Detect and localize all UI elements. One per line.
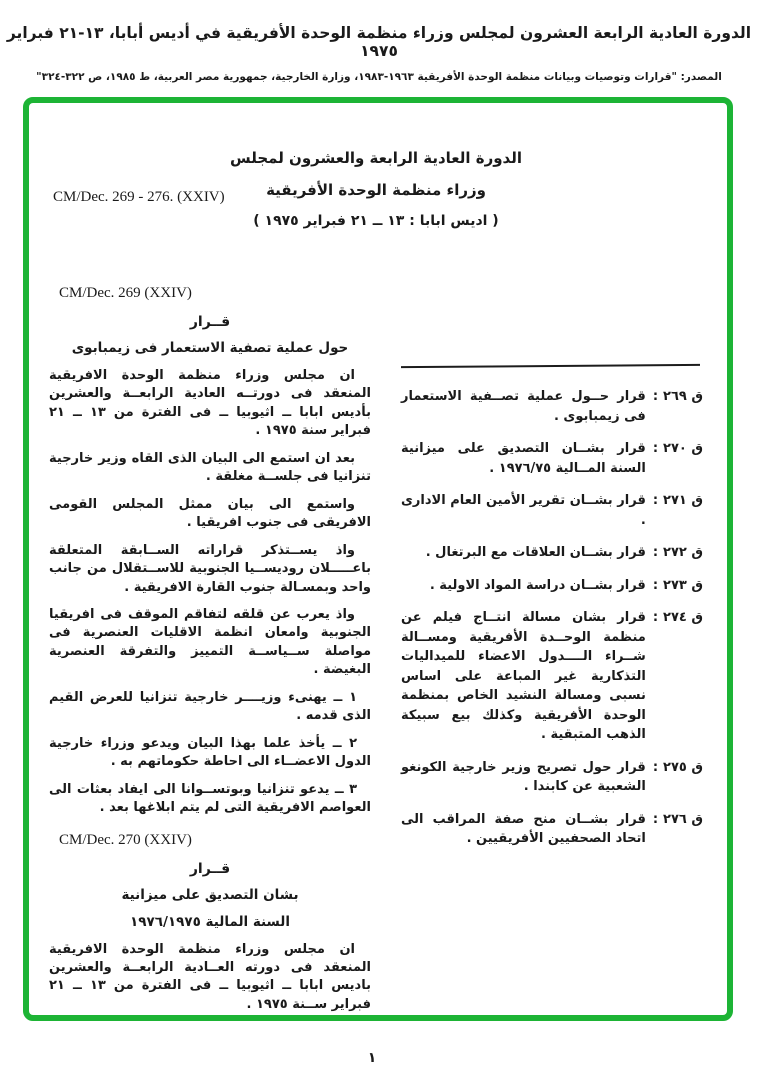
main-text-column [49,269,371,1023]
index-item-colon: : [652,759,659,775]
index-item-colon: : [652,610,659,625]
index-item-colon: : [652,577,659,593]
paragraph: واذ يســتذكر قراراته الســابقة المتعلقة باعـــــلان روديســيا الجنوبية للاســتقلال من جانب واحد وبمسـالة جنوب القارة الافريقية . [49,542,371,595]
index-item-text: قرار بشــان العلاقات مع البرتغال . [425,545,646,560]
index-item [401,543,703,563]
index-top-rule [401,364,700,368]
resolution-subject-270-line2: السنة المالية ١٩٧٦/١٩٧٥ [130,913,290,930]
document-frame [23,97,733,1021]
index-item [401,387,703,426]
index-item-text: قرار حــول عملية تصــفية الاستعمار فى زيمبابوى . [401,389,646,424]
index-item-colon: : [652,545,659,560]
index-item-text: قرار بشــان دراسة المواد الاولية . [429,577,646,593]
index-item-text: قرار بشان مسالة انتــاج فيلم عن منظمة الوحــدة الأفريقية ومســالة شــراء الــــدول الاعضاء للميداليات التذكارية غير المباعة على اساس نسبى ومسالة النشيد الخاص بمنظمة الوحدة الأفريقية وكذلك بيع سبيكة الذهب المتبقية . [401,610,646,742]
content-columns [49,269,703,1023]
title-line-1: الدورة العادية الرابعة والعشرون لمجلس [230,149,522,167]
index-item-text: قرار حول تصريح وزير خارجية الكونغو الشعبية عن كابندا . [401,759,646,794]
resolution-heading-270: قــرار [189,860,231,877]
index-item [401,810,703,849]
page-number: ١ [367,1050,377,1066]
index-item-number: ق ٢٧٤ [663,610,703,625]
page-header [0,0,758,83]
paragraph: واذ يعرب عن قلقه لتفاقم الموقف فى افريقيا الجنوبية وامعان انظمة الاقليات العنصرية فى مواصلة ســياســة التمييز والتفرقة العنصرية البغيضة . [49,606,371,678]
index-item [401,439,703,478]
doc-ref-269: CM/Dec. 269 (XXIV) [59,285,192,301]
operative-item: ٣ ــ يدعو تنزانيا وبوتســوانا الى ايفاد بعثات الى العواصم الافريقية التى لم يتم ابلاغها بعد . [49,781,371,816]
header-source-line: المصدر: "قرارات وتوصيات وبيانات منظمة الوحدة الأفريقية ١٩٦٣-١٩٨٣، وزارة الخارجية، جمهورية مصر العربية، ط ١٩٨٥، ص ٣٢٢-٣٢٤" [36,71,722,83]
operative-item: ٢ ــ يأخذ علما بهذا البيان ويدعو وزراء خارجية الدول الاعضــاء الى احاطة حكوماتهم به . [49,735,371,770]
index-item-number: ق ٢٧٢ [663,545,703,560]
index-item-colon: : [652,493,659,508]
index-item-number: ق ٢٧٣ [663,577,703,593]
header-session-title: الدورة العادية الرابعة العشرون لمجلس وزراء منظمة الوحدة الأفريقية في أديس أبابا، ١٣-٢١ فبراير ١٩٧٥ [6,24,752,60]
index-item-colon: : [652,441,659,456]
operative-item: ١ ــ يهنىء وزيــــر خارجية تنزانيا للعرض القيم الذى قدمه . [49,689,371,724]
resolutions-index-column [401,365,703,1023]
index-item-number: ق ٢٧٦ [663,811,703,827]
paragraph: بعد ان استمع الى البيان الذى القاه وزير خارجية تنزانيا فى جلســة مغلقة . [49,450,371,485]
title-line-3: ( اديس ابابا : ١٣ ــ ٢١ فبراير ١٩٧٥ ) [253,213,499,229]
index-item-number: ق ٢٧١ [663,493,703,508]
index-item-number: ق ٢٧٠ [663,441,703,456]
resolution-subject-270-line1: بشان التصديق على ميزانية [121,886,299,903]
index-item [401,491,703,530]
index-item-number: ق ٢٧٥ [663,759,703,775]
index-item-text: قرار بشــان تقرير الأمين العام الادارى . [401,493,646,528]
title-line-2: وزراء منظمة الوحدة الأفريقية [266,181,486,199]
paragraph: واستمع الى بيان ممثل المجلس القومى الافريقى فى جنوب افريقيا . [49,496,371,531]
index-item [401,758,703,797]
resolution-subject-269: حول عملية تصفية الاستعمار فى زيمبابوى [71,340,349,356]
index-item-text: قرار بشــان منح صفة المراقب الى اتحاد الصحفيين الأفريقيين . [401,811,646,846]
index-item [401,608,703,745]
doc-ref-270: CM/Dec. 270 (XXIV) [59,831,192,848]
index-item-text: قرار بشــان التصديق على ميزانية السنة المــالية ١٩٧٦/٧٥ . [401,441,646,476]
index-item-colon: : [652,389,659,404]
index-item [401,576,703,596]
title-block [49,149,703,229]
index-item-number: ق ٢٦٩ [663,389,703,404]
paragraph: ان مجلس وزراء منظمة الوحدة الافريقية المنعقد فى دورتــه العادية الرابعــة والعشرين بأديس ابابا ــ اثيوبيا ــ فى الفترة من ١٣ ــ ٢١ فبراير سنة ١٩٧٥ . [49,368,371,439]
index-item-colon: : [652,811,659,827]
doc-ref-range: CM/Dec. 269 - 276. (XXIV) [53,189,225,205]
paragraph: ان مجلس وزراء منظمة الوحدة الافريقية المنعقد فى دورته العــادية الرابعــة والعشرين باديس ابابا ــ اثيوبيا ــ فى الفترة من ١٣ ــ ٢١ فبراير ســنة ١٩٧٥ . [49,941,371,1012]
resolution-heading-269: قــرار [189,314,231,330]
